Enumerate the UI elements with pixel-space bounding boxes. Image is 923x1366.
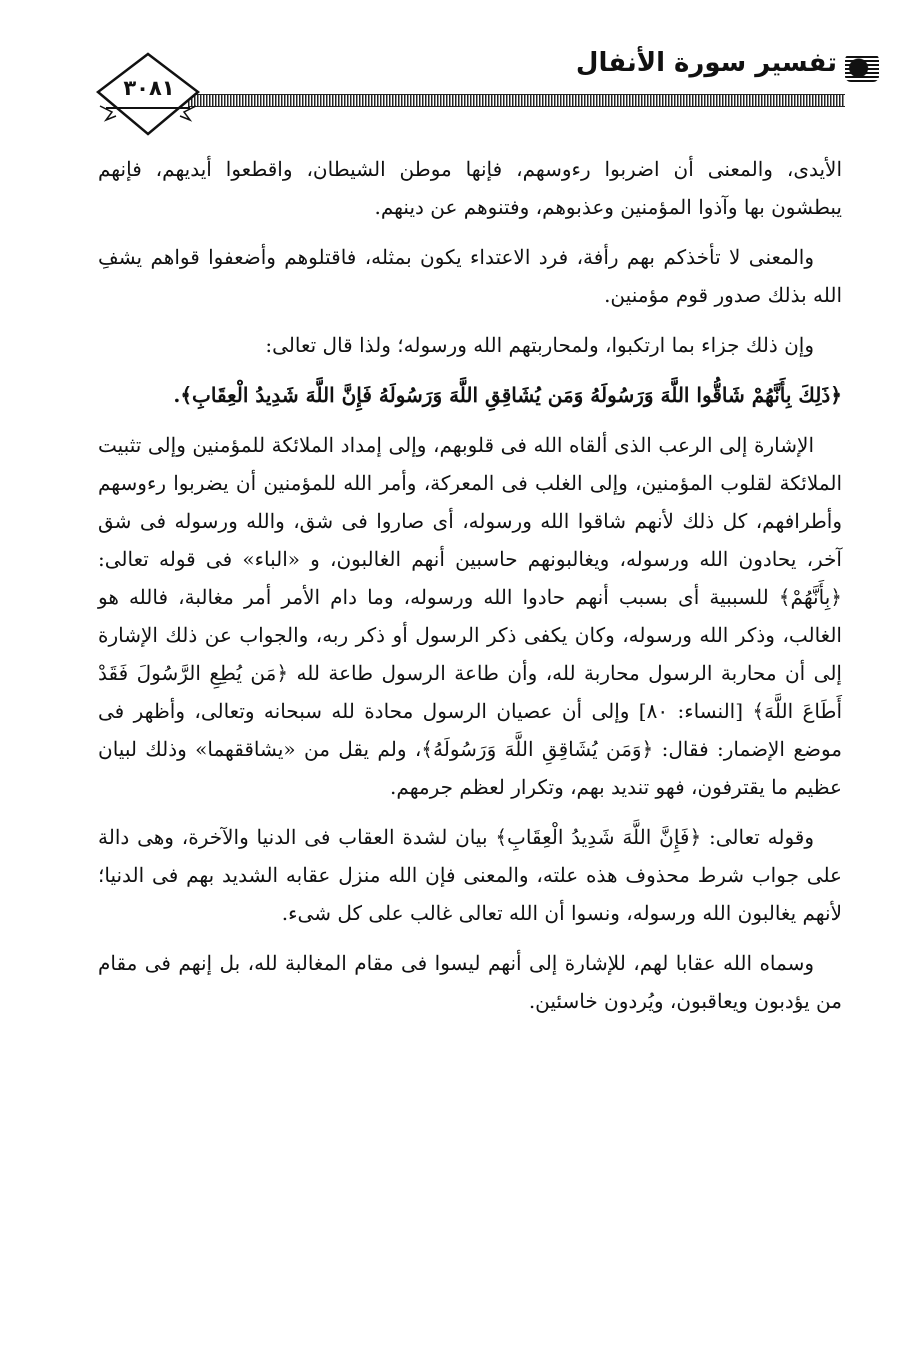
page-header [0, 0, 923, 145]
header-ornament-icon [845, 54, 879, 82]
paragraph-3: وإن ذلك جزاء بما ارتكبوا، ولمحاربتهم الله ورسوله؛ ولذا قال تعالى: [265, 333, 814, 357]
paragraph-6: وسماه الله عقابا لهم، للإشارة إلى أنهم ليسوا فى مقام المغالبة لله، بل إنهم فى مقام من يؤدبون ويعاقبون، ويُردون خاسئين. [98, 951, 842, 1013]
quran-verse: ﴿ذَلِكَ بِأَنَّهُمْ شَاقُّوا اللَّهَ وَرَسُولَهُ وَمَن يُشَاقِقِ اللَّهَ وَرَسُولَهُ فَإِنَّ اللَّهَ شَدِيدُ الْعِقَابِ﴾. [173, 383, 842, 407]
paragraph-1: الأيدى، والمعنى أن اضربوا رءوسهم، فإنها موطن الشيطان، واقطعوا أيديهم، فإنهم يبطشون بها وآذوا المؤمنين وعذبوهم، وفتنوهم عن دينهم. [98, 157, 842, 219]
page-body [98, 150, 842, 1032]
paragraph-5: وقوله تعالى: ﴿فَإِنَّ اللَّهَ شَدِيدُ الْعِقَابِ﴾ بيان لشدة العقاب فى الدنيا والآخرة، وهى دالة على جواب شرط محذوف هذه علته، والمعنى فإن الله منزل عقابه الشديد بهم فى الدنيا؛ لأنهم يغالبون الله ورسوله، ونسوا أن الله تعالى غالب على كل شىء. [98, 825, 842, 925]
page-number-frame [92, 50, 204, 142]
paragraph-4: الإشارة إلى الرعب الذى ألقاه الله فى قلوبهم، وإلى إمداد الملائكة للمؤمنين وإلى تثبيت الملائكة لقلوب المؤمنين، وإلى الغلب فى المعركة، وأمر الله للمؤمنين أن يضربوا رءوسهم وأطرافهم، كل ذلك لأنهم شاقوا الله ورسوله، أى صاروا فى شق، والله ورسوله فى شق آخر، يحادون الله ورسوله، ويغالبونهم حاسبين أنهم الغالبون، و «الباء» فى قوله تعالى: ﴿بِأَنَّهُمْ﴾ للسببية أى بسبب أنهم حادوا الله ورسوله، وما دام الأمر أمر مغالبة، فالله هو الغالب، وذكر الله ورسوله، وكان يكفى ذكر الرسول أو ذكر ربه، والجواب عن ذلك الإشارة إلى أن محاربة الرسول محاربة لله، وأن طاعة الرسول طاعة لله ﴿مَن يُطِعِ الرَّسُولَ فَقَدْ أَطَاعَ اللَّهَ﴾ [النساء: ٨٠] وإلى أن عصيان الرسول محادة لله سبحانه وتعالى، وأظهر فى موضع الإضمار: فقال: ﴿وَمَن يُشَاقِقِ اللَّهَ وَرَسُولَهُ﴾، ولم يقل من «يشاققهما» وذلك لبيان عظيم ما يقترفون، فهو تنديد بهم، وتكرار لعظم جرمهم. [98, 433, 842, 799]
paragraph-2: والمعنى لا تأخذكم بهم رأفة، فرد الاعتداء يكون بمثله، فاقتلوهم وأضعفوا قواهم يشفِ الله بذلك صدور قوم مؤمنين. [98, 245, 842, 307]
header-rule [188, 94, 845, 107]
running-title: تفسير سورة الأنفال [575, 48, 837, 78]
page-number: ٣٠٨١ [123, 76, 175, 100]
